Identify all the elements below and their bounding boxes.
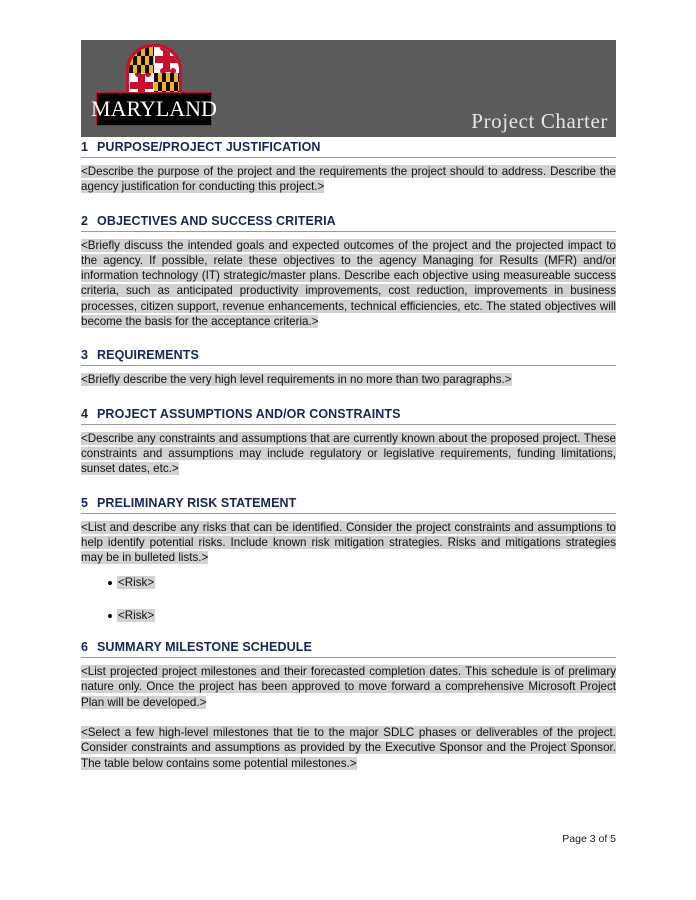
highlighted-text: <Briefly discuss the intended goals and expected outcomes of the project and the projected impact to the agency. If possible, relate these objectives to the agency Managing for Results (MFR) and/or information technology (IT) strategic/master plans. Describe each objective using measureable success criteria, such as anticipated productivity improvements, cost reduction, improvements in business processes, citizen support, revenue enhancements, technical efficiencies, etc. The stated objectives will become the basis for the acceptance criteria.> [81,238,616,329]
section-paragraph-1-1 [81,164,616,195]
section-title-6: SUMMARY MILESTONE SCHEDULE [97,640,312,655]
section-number-1: 1 [81,140,89,154]
bullet-dot-icon [108,614,112,618]
section-heading-1 [81,140,616,156]
risk-placeholder-1: <Risk> [118,576,155,590]
section-rule-5 [81,513,616,514]
calvert-quarter-top-left [129,47,154,73]
highlighted-text: <Describe the purpose of the project and the requirements the project should to address. Describe the agency justification for conducting this project.> [81,165,616,194]
section-rule-4 [81,424,616,425]
section-title-4: PROJECT ASSUMPTIONS AND/OR CONSTRAINTS [97,406,401,421]
section-title-3: REQUIREMENTS [97,348,199,363]
section-rule-2 [81,231,616,232]
section-rule-1 [81,157,616,158]
section-heading-5 [81,496,616,512]
document-header-banner [81,40,616,137]
cross-knob [170,47,176,51]
section-title-2: OBJECTIVES AND SUCCESS CRITERIA [97,213,336,228]
section-paragraph-2-1 [81,238,616,330]
section-title-1: PURPOSE/PROJECT JUSTIFICATION [97,140,321,154]
cross-knob [145,73,151,77]
page-footer [81,833,616,845]
risk-placeholder-2: <Risk> [118,608,155,622]
section-heading-6 [81,640,616,656]
section-number-4: 4 [81,406,89,421]
highlighted-text: <Select a few high-level milestones that tie to the major SDLC phases or deliverables of the project. Consider constraints and assumptions as provided by the Executive Sponsor and the Project Sponsor. The table below contains some potential milestones.> [81,725,616,770]
highlighted-text: <Briefly describe the very high level requirements in no more than two paragraphs.> [81,373,512,387]
section-number-6: 6 [81,640,89,655]
highlighted-text: <Describe any constraints and assumptions that are currently known about the proposed project. These constraints and assumptions may include regulatory or legislative requirements, funding limitations, sunset dates, etc.> [81,431,616,476]
risk-bullet-list [81,575,616,623]
page-number-label: Page 3 of 5 [562,833,616,845]
logo-wordmark [91,92,217,126]
section-rule-6 [81,657,616,658]
section-paragraph-4-1 [81,431,616,477]
cross-horizontal [155,56,178,63]
bullet-dot-icon [108,581,112,585]
cross-knob [160,68,166,73]
section-rule-3 [81,365,616,366]
section-title-5: PRELIMINARY RISK STATEMENT [97,495,297,510]
section-number-5: 5 [81,495,89,510]
section-heading-3 [81,348,616,364]
document-body [81,140,616,777]
list-item [81,608,616,623]
section-heading-2 [81,214,616,230]
section-paragraph-6-1 [81,664,616,710]
highlighted-text: <List and describe any risks that can be identified. Consider the project constraints and assumptions to help identify potential risks. Include known risk mitigation strategies. Risks and mitigations strategies may be in bulleted lists.> [81,520,616,565]
logo-wordmark-text: MARYLAND [91,96,217,121]
section-paragraph-3-1 [81,372,616,387]
section-paragraph-6-2 [81,725,616,771]
section-number-3: 3 [81,348,89,363]
section-heading-4 [81,407,616,423]
list-item [81,575,616,590]
document-title: Project Charter [471,109,608,133]
highlighted-text: <List projected project milestones and their forecasted completion dates. This schedule is of prelimary nature only. Once the project has been approved to move forward a comprehensive Microsoft Project Plan will be developed.> [81,665,616,709]
section-paragraph-5-1 [81,520,616,566]
section-number-2: 2 [81,213,89,228]
cross-horizontal [130,82,153,89]
maryland-state-logo [91,44,217,132]
cross-knob [170,68,176,73]
crossland-quarter-top-right [154,47,179,73]
